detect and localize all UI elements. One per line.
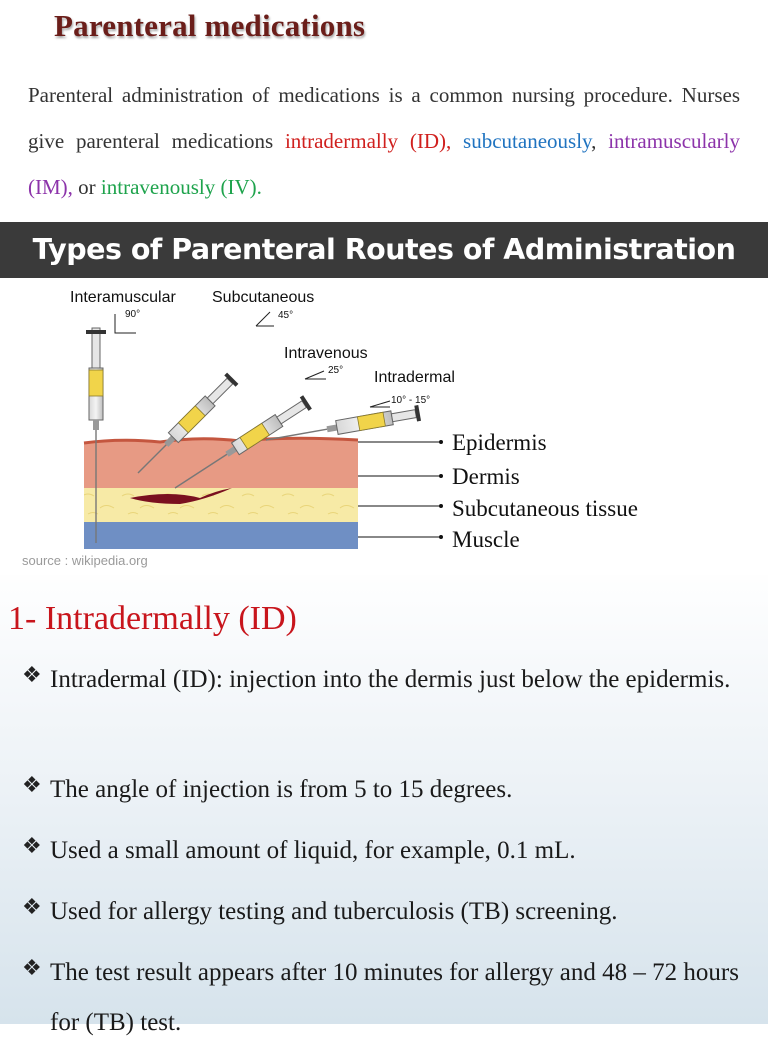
- bullet-text: Intradermal (ID): injection into the dermis just below the epidermis.: [50, 666, 731, 693]
- bullet-text: Used a small amount of liquid, for example, 0.1 mL.: [50, 837, 576, 864]
- page-title: Parenteral medications: [54, 8, 366, 43]
- layer-label-muscle: Muscle: [452, 527, 520, 552]
- route-intradermal-text: intradermally (ID),: [284, 129, 452, 153]
- intro-paragraph: [28, 72, 740, 210]
- muscle-layer: [84, 522, 358, 549]
- angle-10-15-icon: [370, 401, 390, 407]
- bullet-diamond-icon: ❖: [22, 956, 42, 981]
- layer-label-dermis: Dermis: [452, 464, 520, 489]
- route-subcutaneous-text: subcutaneously: [463, 129, 592, 153]
- bullet-text: The test result appears after 10 minutes for allergy and 48 – 72 hours for (TB) test.: [50, 959, 739, 1036]
- intro-text: Parenteral administration of medications is a common nursing procedure. Nurses give parenteral medications: [28, 83, 740, 153]
- intro-comma: ,: [591, 129, 609, 153]
- angle-45-icon: [256, 312, 274, 326]
- bullet-diamond-icon: ❖: [22, 834, 42, 859]
- route-intravenous-text: intravenously (IV).: [100, 175, 262, 199]
- subcutaneous-angle: 45°: [278, 310, 294, 321]
- layer-pointers: [358, 442, 440, 537]
- routes-banner: Types of Parenteral Routes of Administration: [0, 222, 768, 278]
- pointer-dot: [439, 440, 443, 444]
- list-item: [22, 826, 757, 876]
- image-source: source : wikipedia.org: [22, 553, 148, 568]
- layer-label-epidermis: Epidermis: [452, 430, 547, 455]
- layer-label-subcutaneous: Subcutaneous tissue: [452, 496, 638, 521]
- routes-diagram-svg: [0, 278, 768, 575]
- routes-diagram: [0, 278, 768, 575]
- list-item: [22, 655, 757, 705]
- intro-or: or: [72, 175, 101, 199]
- subcutaneous-layer: [84, 488, 358, 522]
- intradermal-angle: 10° - 15°: [391, 395, 431, 406]
- bullet-text: Used for allergy testing and tuberculosis (TB) screening.: [50, 898, 618, 925]
- route-intramuscular-text: intramuscularly (IM),: [28, 129, 741, 199]
- intramuscular-label: Interamuscular: [70, 289, 176, 306]
- intramuscular-angle: 90°: [125, 309, 141, 320]
- intradermal-label: Intradermal: [374, 369, 455, 386]
- pointer-dot: [439, 504, 443, 508]
- subcutaneous-label: Subcutaneous: [212, 289, 315, 306]
- list-item: [22, 765, 757, 815]
- epidermis-dermis-layer: [84, 438, 358, 488]
- bullet-text: The angle of injection is from 5 to 15 degrees.: [50, 776, 513, 803]
- intravenous-angle: 25°: [328, 365, 344, 376]
- bullet-diamond-icon: ❖: [22, 773, 42, 798]
- list-item: [22, 887, 757, 937]
- bullet-diamond-icon: ❖: [22, 663, 42, 688]
- pointer-dot: [439, 474, 443, 478]
- skin-layers: [84, 438, 358, 549]
- intravenous-label: Intravenous: [284, 345, 368, 362]
- pointer-dot: [439, 535, 443, 539]
- angle-25-icon: [305, 371, 326, 379]
- list-item: [22, 948, 757, 1048]
- bullet-diamond-icon: ❖: [22, 895, 42, 920]
- section-heading: 1- Intradermally (ID): [8, 600, 297, 637]
